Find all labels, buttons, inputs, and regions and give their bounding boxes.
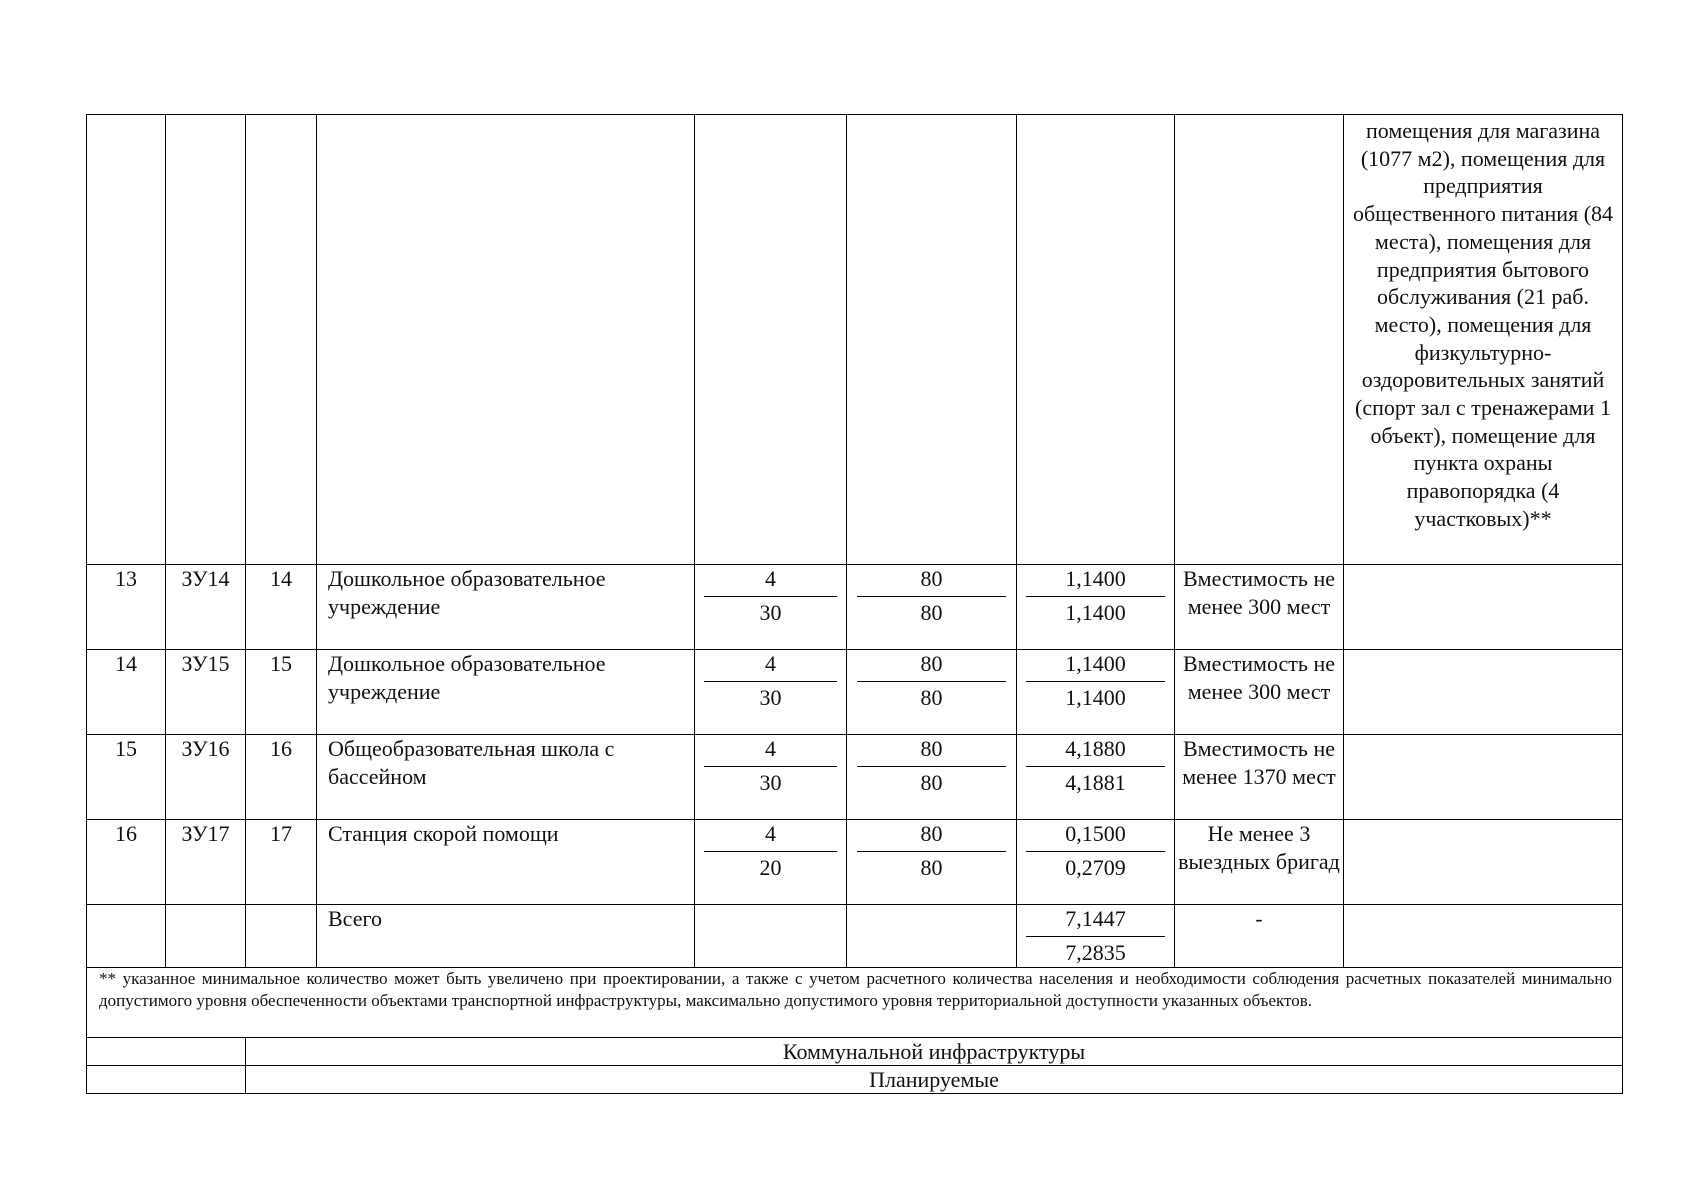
fraction-denominator: 30 [759,685,782,710]
cell-fraction [695,650,847,735]
cell-fraction [1017,565,1175,650]
fraction-denominator: 4,1881 [1065,770,1126,795]
fraction-numerator: 1,1400 [1026,650,1164,682]
cell-empty [87,905,166,968]
fraction-denominator: 1,1400 [1065,685,1126,710]
cell-empty [87,115,166,565]
fraction-denominator: 0,2709 [1065,855,1126,880]
section-header-planned: Планируемые [246,1066,1623,1094]
cell-empty [1017,115,1175,565]
fraction-numerator: 4 [704,650,837,682]
cell-extra [1344,735,1623,820]
cell-fraction [1017,735,1175,820]
table-row [87,565,1623,650]
cell-fraction [847,820,1017,905]
cell-empty [695,115,847,565]
fraction-numerator: 80 [857,820,1006,852]
fraction-numerator: 4 [704,735,837,767]
cell-land-plot: ЗУ16 [166,735,246,820]
footnote: ** указанное минимальное количество может быть увеличено при проектировании, а также с учетом расчетного количества населения и необходимости соблюдения расчетных показателей минимально допустимого уровня обеспеченности объектами транспортной инфраструктуры, максимально допустимого уровня территориальной доступности указанных объектов. [87,968,1623,1038]
cell-object-name: Дошкольное образовательное учреждение [317,565,695,650]
cell-position: 14 [246,565,317,650]
cell-row-number: 15 [87,735,166,820]
cell-fraction [695,820,847,905]
fraction-numerator: 80 [857,735,1006,767]
cell-fraction [847,650,1017,735]
cell-row-number: 14 [87,650,166,735]
cell-empty [246,905,317,968]
fraction-denominator: 80 [920,855,943,880]
section-header-infrastructure: Коммунальной инфраструктуры [246,1038,1623,1066]
fraction-denominator: 1,1400 [1065,600,1126,625]
cell-empty [1175,115,1344,565]
fraction-denominator: 30 [759,600,782,625]
cell-premises-description: помещения для магазина (1077 м2), помещения для предприятия общественного питания (84 места), помещения для предприятия бытового обслуживания (21 раб. место), помещения для физкультурно-оздоровительных занятий (спорт зал с тренажерами 1 объект), помещение для пункта охраны правопорядка (4 участковых)** [1344,115,1623,565]
fraction-numerator: 4 [704,565,837,597]
cell-position: 16 [246,735,317,820]
fraction-numerator: 1,1400 [1026,565,1164,597]
cell-empty [87,1038,246,1066]
cell-capacity: Вместимость не менее 300 мест [1175,565,1344,650]
cell-empty [695,905,847,968]
cell-empty [1344,905,1623,968]
cell-fraction [1017,905,1175,968]
table-row-section [87,1066,1623,1094]
cell-extra [1344,565,1623,650]
cell-position: 15 [246,650,317,735]
table-row [87,735,1623,820]
cell-capacity: Не менее 3 выездных бригад [1175,820,1344,905]
cell-land-plot: ЗУ14 [166,565,246,650]
cell-capacity: Вместимость не менее 300 мест [1175,650,1344,735]
cell-empty [87,1066,246,1094]
cell-total-label: Всего [317,905,695,968]
cell-fraction [1017,650,1175,735]
cell-fraction [847,735,1017,820]
table-row [87,650,1623,735]
table-row-footnote [87,968,1623,1038]
cell-row-number: 16 [87,820,166,905]
cell-capacity: - [1175,905,1344,968]
cell-object-name: Станция скорой помощи [317,820,695,905]
table-row [87,820,1623,905]
table-row-section [87,1038,1623,1066]
cell-row-number: 13 [87,565,166,650]
cell-extra [1344,650,1623,735]
cell-empty [317,115,695,565]
cell-fraction [695,565,847,650]
cell-empty [847,115,1017,565]
fraction-numerator: 80 [857,650,1006,682]
cell-extra [1344,820,1623,905]
cell-position: 17 [246,820,317,905]
fraction-denominator: 80 [920,770,943,795]
facilities-table [86,114,1623,1094]
fraction-denominator: 30 [759,770,782,795]
cell-empty [847,905,1017,968]
cell-fraction [695,735,847,820]
fraction-denominator: 20 [759,855,782,880]
cell-empty [166,115,246,565]
fraction-denominator: 7,2835 [1065,940,1126,965]
fraction-denominator: 80 [920,685,943,710]
cell-fraction [1017,820,1175,905]
cell-object-name: Общеобразовательная школа с бассейном [317,735,695,820]
cell-empty [166,905,246,968]
fraction-numerator: 4,1880 [1026,735,1164,767]
fraction-numerator: 4 [704,820,837,852]
cell-object-name: Дошкольное образовательное учреждение [317,650,695,735]
table-row-continuation [87,115,1623,565]
fraction-denominator: 80 [920,600,943,625]
cell-empty [246,115,317,565]
cell-fraction [847,565,1017,650]
fraction-numerator: 80 [857,565,1006,597]
table-row-total [87,905,1623,968]
fraction-numerator: 7,1447 [1026,905,1164,937]
fraction-numerator: 0,1500 [1026,820,1164,852]
cell-land-plot: ЗУ15 [166,650,246,735]
cell-capacity: Вместимость не менее 1370 мест [1175,735,1344,820]
cell-land-plot: ЗУ17 [166,820,246,905]
